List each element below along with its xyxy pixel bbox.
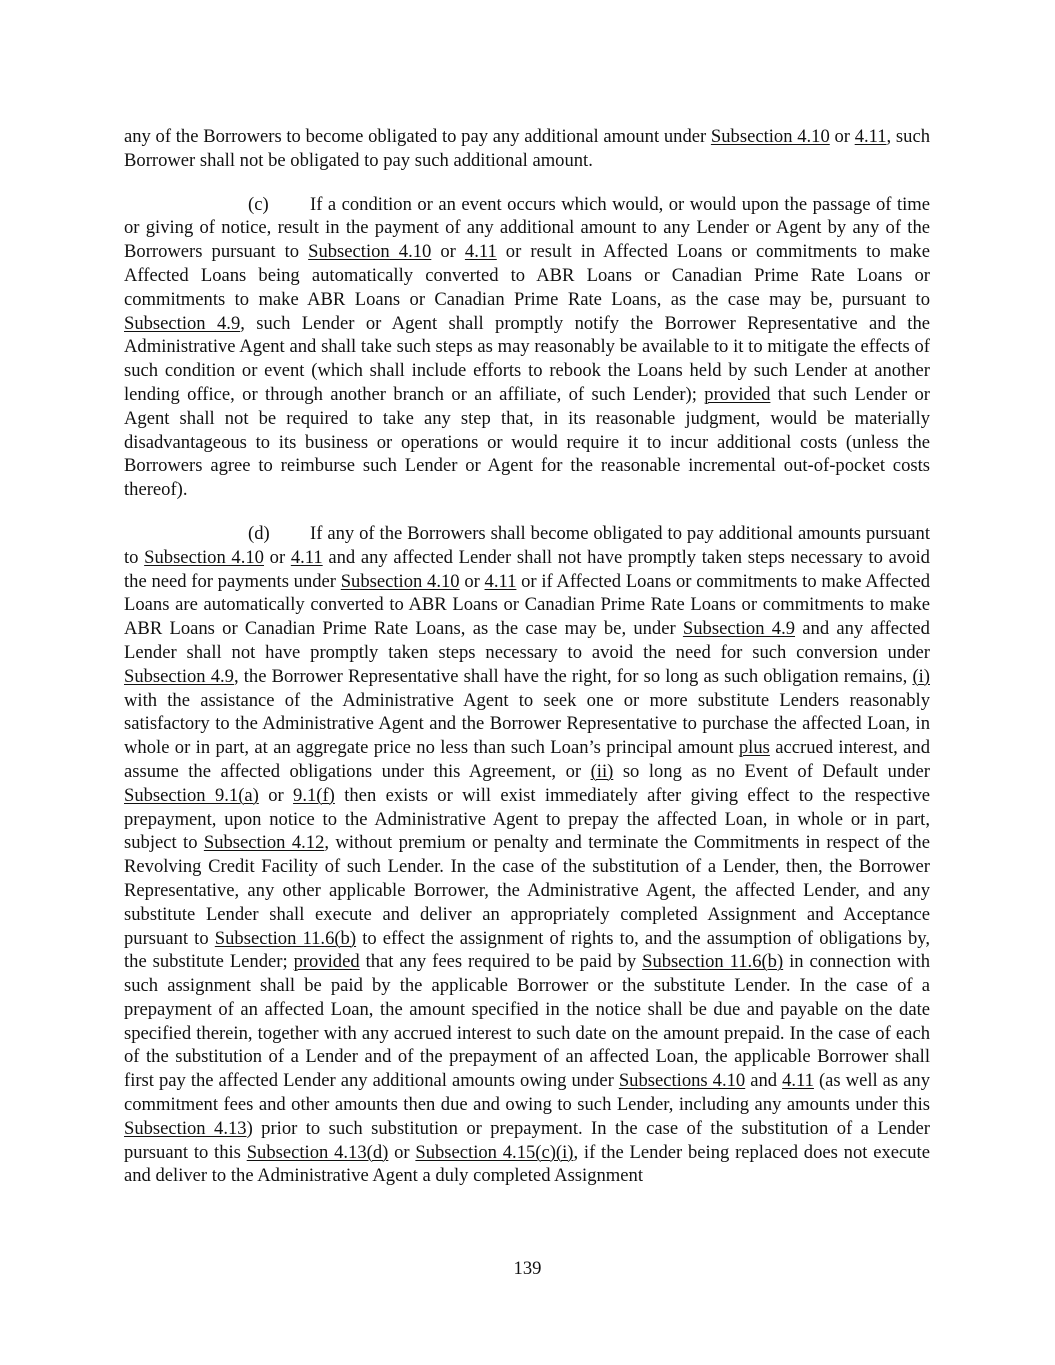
cross-reference: Subsection 4.10 xyxy=(308,241,432,263)
cross-reference: 4.11 xyxy=(290,546,323,568)
cross-reference: 9.1(f) xyxy=(293,784,335,806)
cross-reference: 4.11 xyxy=(854,126,887,147)
text-run: and any affected Lender shall not have promptly taken steps necessary to avoid the need for such conversion under xyxy=(124,618,930,663)
cross-reference: 4.11 xyxy=(464,241,497,263)
cross-reference: Subsection 4.9 xyxy=(124,312,241,334)
cross-reference: Subsection 4.15(c)(i) xyxy=(415,1141,574,1163)
text-run: or xyxy=(459,570,485,592)
emphasis-term: plus xyxy=(738,737,770,759)
text-run: that any fees required to be paid by xyxy=(359,951,643,973)
cross-reference: Subsection 4.9 xyxy=(682,618,796,640)
cross-reference: 4.11 xyxy=(782,1070,814,1092)
clause-label: (c) xyxy=(248,193,269,215)
paragraph-continuation xyxy=(124,125,930,173)
cross-reference: Subsection 4.12 xyxy=(203,832,325,854)
text-run: , such Borrower shall not be obligated to pay such additional amount. xyxy=(124,126,930,171)
emphasis-term: provided xyxy=(293,951,360,973)
text-run: or xyxy=(263,546,291,568)
text-run: ) prior to such substitution or prepayment. In the case of the substitution of a Lender pursuant to this xyxy=(124,1117,930,1163)
enumerator: (i) xyxy=(912,665,930,687)
cross-reference: Subsection 4.10 xyxy=(340,570,460,592)
clause-label: (d) xyxy=(248,522,270,544)
text-run: , such Lender or Agent shall promptly notify the Borrower Representative and the Administrative Agent and shall take such steps as may reasonably be available to it to mitigate the effects of such condition or event (which shall include efforts to rebook the Loans held by such Lender at another lending office, or through another branch or an affiliate, of such Lender); xyxy=(124,312,930,405)
document-page xyxy=(124,125,930,1188)
text-run: If a condition or an event occurs which would, or would upon the passage of time or giving of notice, result in the payment of any additional amount to any Lender or Agent by any of the Borrowers pursuant to xyxy=(124,193,930,263)
text-run: and any affected Lender shall not have promptly taken steps necessary to avoid the need for payments under xyxy=(124,546,930,592)
text-run: then exists or will exist immediately after giving effect to the respective prepayment, upon notice to the Administrative Agent to prepay the affected Loan, in whole or in part, subject to xyxy=(124,784,930,854)
cross-reference: Subsection 9.1(a) xyxy=(124,784,259,806)
text-run: or xyxy=(431,241,465,263)
cross-reference: Subsection 4.10 xyxy=(144,546,264,568)
enumerator: (ii) xyxy=(590,760,614,782)
cross-reference: Subsection 11.6(b) xyxy=(214,927,357,949)
text-run: , the Borrower Representative shall have the right, for so long as such obligation remains, xyxy=(233,665,913,687)
text-run: to effect the assignment of rights to, and the assumption of obligations by, the substitute Lender; xyxy=(124,927,931,973)
paragraph-d xyxy=(124,522,930,1188)
emphasis-term: provided xyxy=(704,383,771,405)
cross-reference: Subsection 11.6(b) xyxy=(642,951,784,973)
cross-reference: Subsections 4.10 xyxy=(618,1070,746,1092)
text-run: or result in Affected Loans or commitments to make Affected Loans being automatically converted to ABR Loans or Canadian Prime Rate Loans or commitments to make ABR Loans or Canadian Prime Rate Loans, as the case may be, pursuant to xyxy=(124,241,930,310)
text-run: , without premium or penalty and terminate the Commitments in respect of the Revolving Credit Facility of such Lender. In the case of the substitution of a Lender, then, the Borrower Representative, any other applicable Borrower, the Administrative Agent, the affected Lender, and any substitute Lender shall execute and deliver an appropriately completed Assignment and Acceptance pursuant to xyxy=(124,832,930,949)
text-run: or if Affected Loans or commitments to make Affected Loans are automatically converted to ABR Loans or Canadian Prime Rate Loans or commitments to make ABR Loans or Canadian Prime Rate Loans, as the case may be, under xyxy=(124,570,930,640)
cross-reference: Subsection 4.13(d) xyxy=(246,1141,389,1163)
cross-reference: Subsection 4.10 xyxy=(710,126,830,147)
text-run: with the assistance of the Administrative Agent to seek one or more substitute Lenders reasonably satisfactory to the Administrative Agent and the Borrower Representative to purchase the affected Loan, in whole or in part, at an aggregate price no less than such Loan’s principal amount xyxy=(124,689,930,759)
text-run: so long as no Event of Default under xyxy=(613,760,930,782)
text-run: accrued interest, and assume the affected obligations under this Agreement, or xyxy=(124,737,930,782)
cross-reference: Subsection 4.13 xyxy=(124,1117,247,1139)
text-run: , if the Lender being replaced does not execute and deliver to the Administrative Agent a duly completed Assignment xyxy=(124,1141,930,1187)
text-run: and xyxy=(745,1070,783,1092)
text-run: or xyxy=(258,784,294,806)
text-run: If any of the Borrowers shall become obligated to pay additional amounts pursuant to xyxy=(124,522,930,568)
text-run: any of the Borrowers to become obligated to pay any additional amount under xyxy=(124,126,711,147)
paragraph-c xyxy=(124,193,930,502)
text-run: (as well as any commitment fees and other amounts then due and owing to such Lender, including any amounts under this xyxy=(124,1070,931,1116)
cross-reference: Subsection 4.9 xyxy=(124,665,234,687)
text-run: in connection with such assignment shall be paid by the applicable Borrower or the substitute Lender. In the case of a prepayment of an affected Loan, the amount specified in the notice shall be due and payable on the date specified therein, together with any accrued interest to such date on the amount prepaid. In the case of each of the substitution of a Lender and of the prepayment of an affected Loan, the applicable Borrower shall first pay the affected Lender any additional amounts owing under xyxy=(124,951,931,1092)
cross-reference: 4.11 xyxy=(484,570,517,592)
text-run: or xyxy=(388,1141,416,1163)
page-number: 139 xyxy=(513,1258,542,1279)
text-run: or xyxy=(829,126,855,147)
text-run: that such Lender or Agent shall not be required to take any step that, in its reasonable judgment, would be materially disadvantageous to its business or operations or would require it to incur additional costs (unless the Borrowers agree to reimburse such Lender or Agent for the reasonable incremental out-of-pocket costs thereof). xyxy=(124,383,930,501)
